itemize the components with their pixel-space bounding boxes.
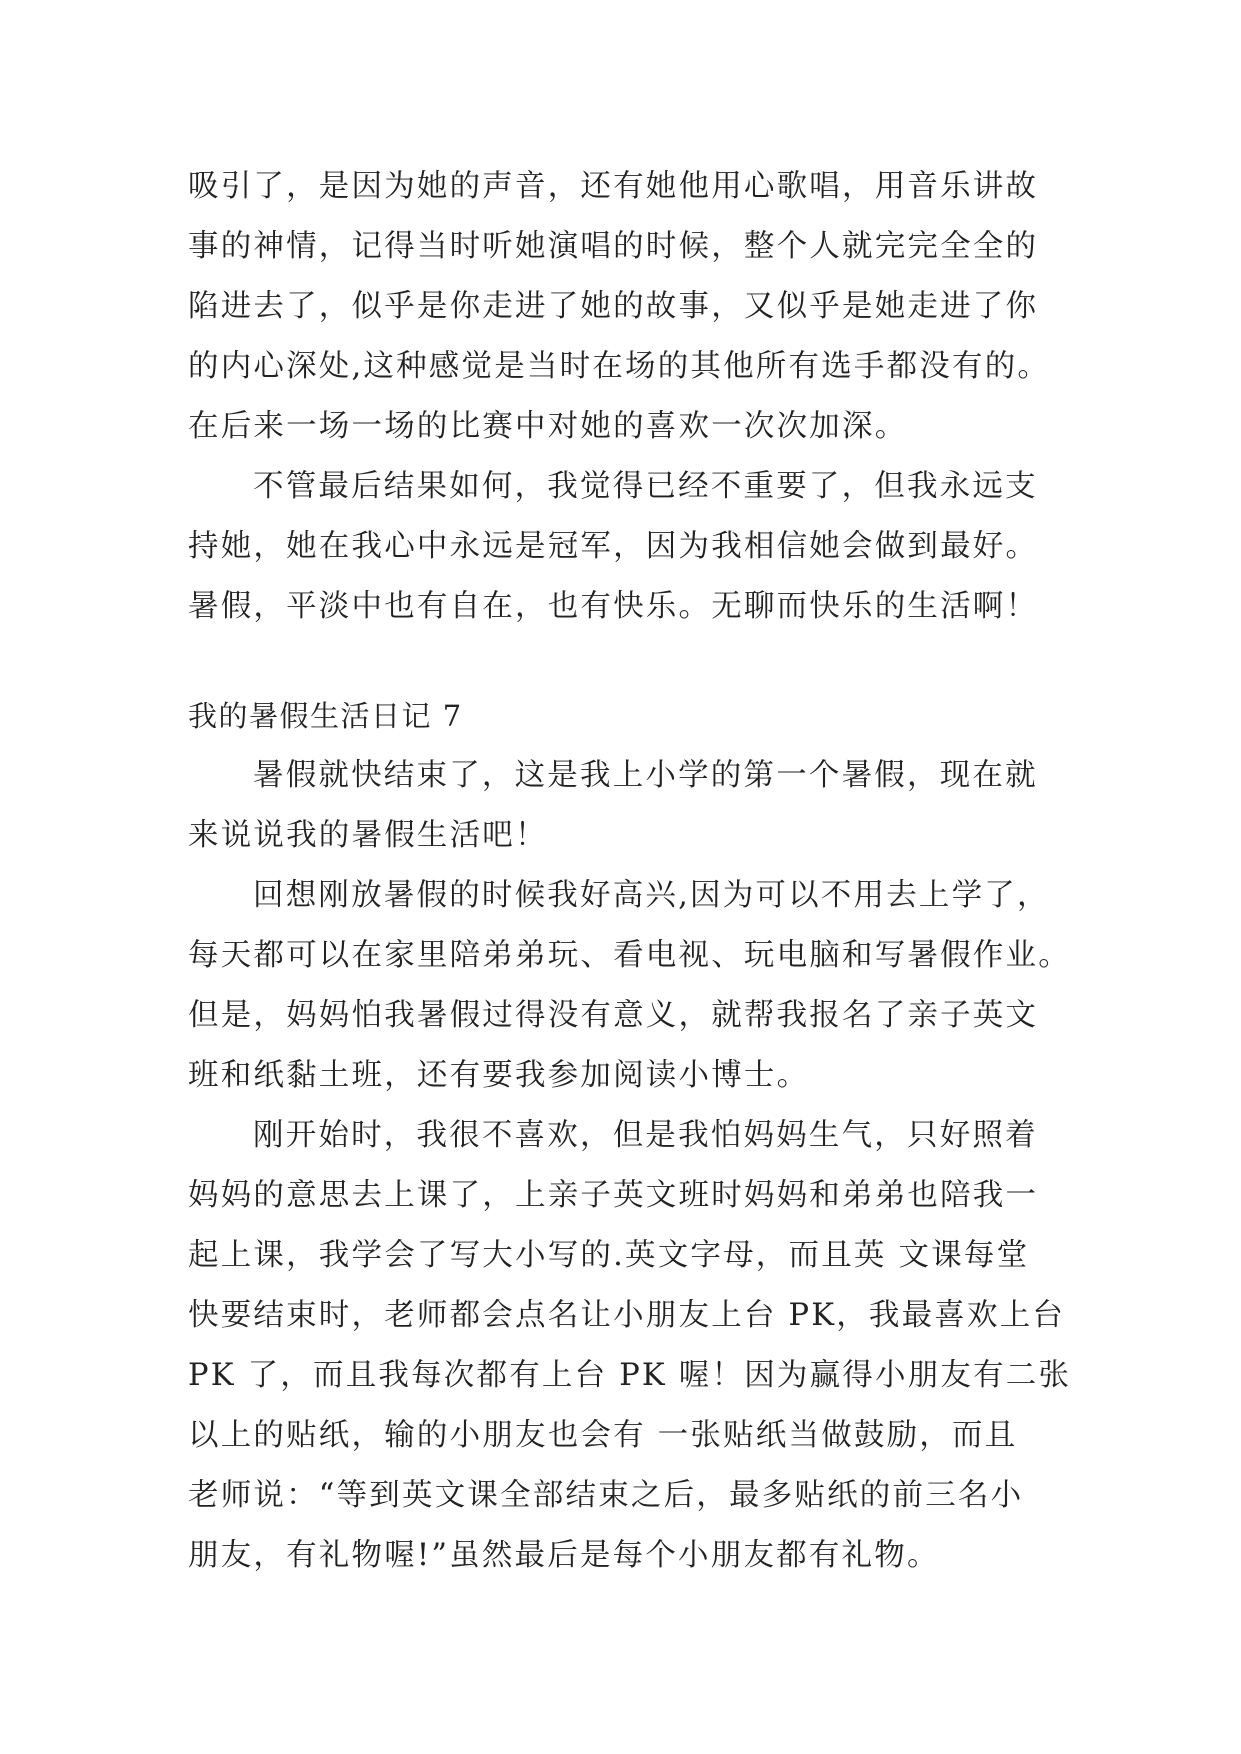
- paragraph-line: 的内心深处,这种感觉是当时在场的其他所有选手都没有的。: [188, 349, 1051, 384]
- paragraph-line: 来说说我的暑假生活吧！: [188, 818, 548, 853]
- paragraph-line: 暑假，平淡中也有自在，也有快乐。无聊而快乐的生活啊！: [188, 589, 1039, 624]
- paragraph-line: 持她，她在我心中永远是冠军，因为我相信她会做到最好。: [188, 529, 1039, 564]
- paragraph-line: 在后来一场一场的比赛中对她的喜欢一次次加深。: [188, 409, 908, 444]
- paragraph-line: 以上的贴纸，输的小朋友也会有 一张贴纸当做鼓励，而且: [188, 1418, 1018, 1453]
- paragraph-line: 快要结束时，老师都会点名让小朋友上台 PK，我最喜欢上台: [188, 1298, 1066, 1333]
- paragraph-line-indented: 不管最后结果如何，我觉得已经不重要了，但我永远支: [253, 469, 1038, 504]
- paragraph-line: 起上课，我学会了写大小写的.英文字母，而且英 文课每堂: [188, 1238, 1030, 1273]
- paragraph-line-indented: 回想刚放暑假的时候我好高兴,因为可以不用去上学了，: [253, 878, 1050, 913]
- paragraph-line: 妈妈的意思去上课了，上亲子英文班时妈妈和弟弟也陪我一: [188, 1178, 1039, 1213]
- paragraph-line: 每天都可以在家里陪弟弟玩、看电视、玩电脑和写暑假作业。: [188, 938, 1071, 973]
- section-title: 我的暑假生活日记 7: [188, 699, 463, 733]
- paragraph-line-indented: 刚开始时，我很不喜欢，但是我怕妈妈生气，只好照着: [253, 1118, 1038, 1153]
- paragraph-line: 事的神情，记得当时听她演唱的时候，整个人就完完全全的: [188, 229, 1039, 264]
- diary-entry-7: [188, 686, 1072, 1586]
- paragraph-line: PK 了，而且我每次都有上台 PK 喔！因为赢得小朋友有二张: [188, 1358, 1072, 1393]
- paragraph-line: 吸引了，是因为她的声音，还有她他用心歌唱，用音乐讲故: [188, 169, 1039, 204]
- diary-entry-continued: [188, 157, 1058, 637]
- paragraph-line: 陷进去了，似乎是你走进了她的故事，又似乎是她走进了你: [188, 289, 1039, 324]
- paragraph-line: 朋友，有礼物喔!”虽然最后是每个小朋友都有礼物。: [188, 1538, 940, 1573]
- paragraph-line: 老师说：“等到英文课全部结束之后，最多贴纸的前三名小: [188, 1478, 1024, 1513]
- paragraph-line-indented: 暑假就快结束了，这是我上小学的第一个暑假，现在就: [253, 758, 1038, 793]
- paragraph-line: 班和纸黏土班，还有要我参加阅读小博士。: [188, 1058, 810, 1093]
- paragraph-line: 但是，妈妈怕我暑假过得没有意义，就帮我报名了亲子英文: [188, 998, 1039, 1033]
